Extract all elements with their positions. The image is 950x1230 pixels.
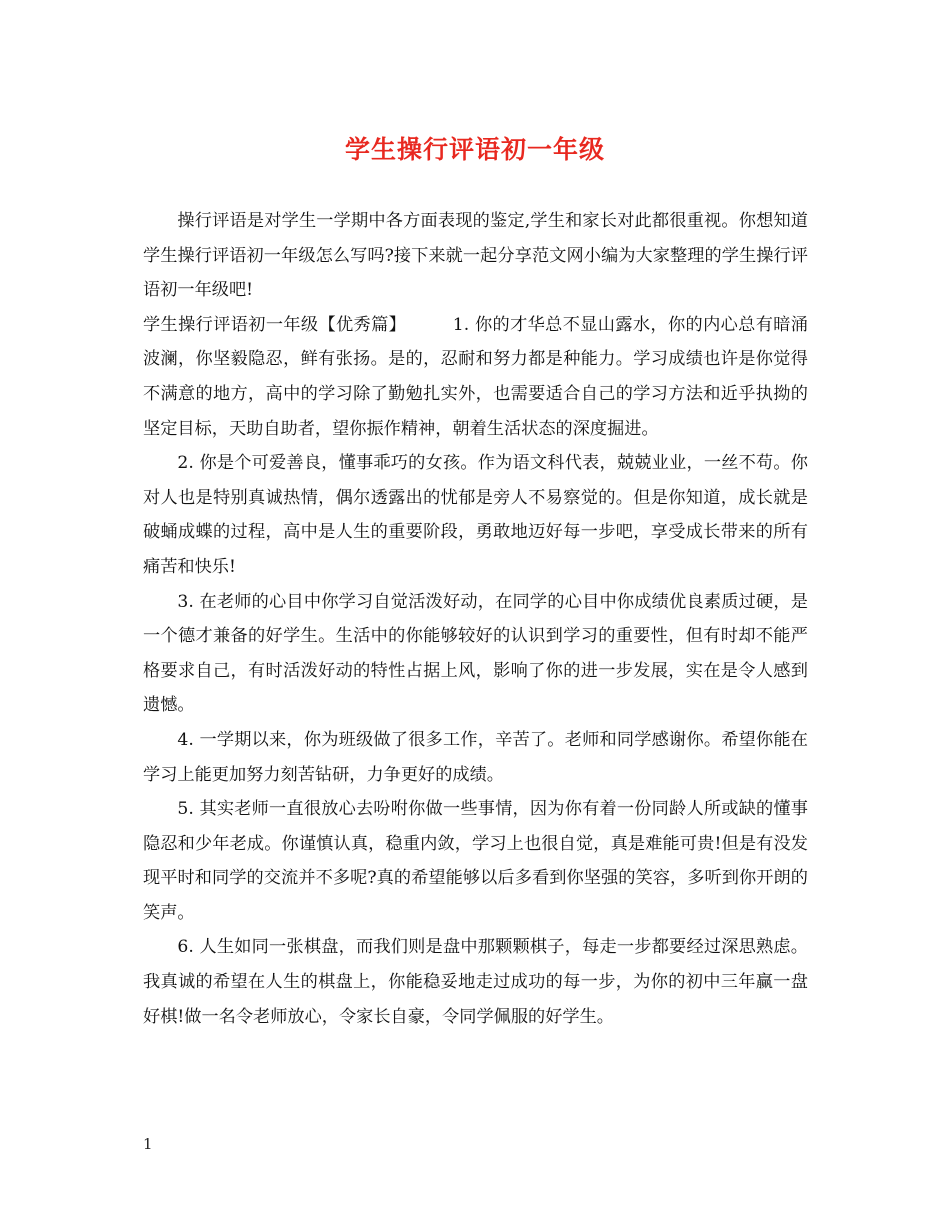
page-title: 学生操行评语初一年级 [344, 135, 605, 164]
comment-item-1: 1. 你的才华总不显山露水，你的内心总有暗涌波澜，你坚毅隐忍，鲜有张扬。是的，忍耐和努力都是种能力。学习成绩也许是你觉得不满意的地方，高中的学习除了勤勉扎实外，也需要适合自己的学习方法和近乎执拗的坚定目标，天助自助者，望你振作精神，朝着生活状态的深度掘进。 [143, 314, 808, 439]
comment-item-6: 6. 人生如同一张棋盘，而我们则是盘中那颗颗棋子，每走一步都要经过深思熟虑。我真诚的希望在人生的棋盘上，你能稳妥地走过成功的每一步，为你的初中三年赢一盘好棋!做一名令老师放心，令家长自豪，令同学佩服的好学生。 [143, 937, 808, 1027]
intro-paragraph: 操行评语是对学生一学期中各方面表现的鉴定,学生和家长对此都很重视。你想知道学生操行评语初一年级怎么写吗?接下来就一起分享范文网小编为大家整理的学生操行评语初一年级吧! [143, 211, 808, 301]
page-number: 1 [143, 1135, 153, 1153]
comment-item-3: 3. 在老师的心目中你学习自觉活泼好动，在同学的心目中你成绩优良素质过硬，是一个德才兼备的好学生。生活中的你能够较好的认识到学习的重要性，但有时却不能严格要求自己，有时活泼好动的特性占据上风，影响了你的进一步发展，实在是令人感到遗憾。 [143, 591, 808, 716]
comment-item-2: 2. 你是个可爱善良，懂事乖巧的女孩。作为语文科代表，兢兢业业，一丝不苟。你对人也是特别真诚热情，偶尔透露出的忧郁是旁人不易察觉的。但是你知道，成长就是破蛹成蝶的过程，高中是人生的重要阶段，勇敢地迈好每一步吧，享受成长带来的所有痛苦和快乐! [143, 453, 808, 577]
document-body [143, 204, 808, 1034]
heading-gap [406, 315, 453, 335]
section-heading: 学生操行评语初一年级【优秀篇】 [143, 314, 407, 335]
comment-item-5: 5. 其实老师一直很放心去吩咐你做一些事情，因为你有着一份同龄人所或缺的懂事隐忍和少年老成。你谨慎认真，稳重内敛，学习上也很自觉，真是难能可贵!但是有没发现平时和同学的交流并不多呢?真的希望能够以后多看到你坚强的笑容，多听到你开朗的笑声。 [143, 799, 808, 923]
section-paragraph [143, 308, 808, 446]
comment-item-4: 4. 一学期以来，你为班级做了很多工作，辛苦了。老师和同学感谢你。希望你能在学习上能更加努力刻苦钻研，力争更好的成绩。 [143, 729, 808, 785]
